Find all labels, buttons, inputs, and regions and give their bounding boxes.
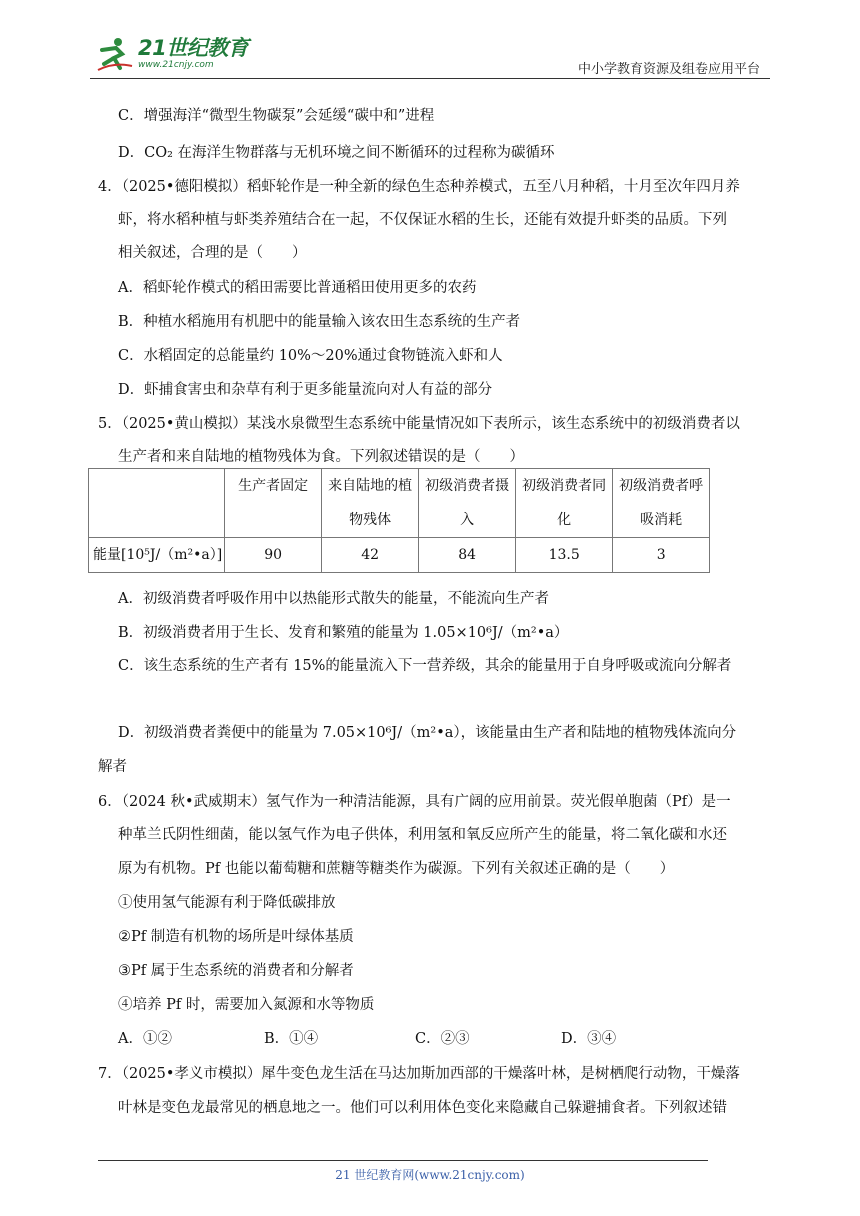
table-corner-cell <box>89 469 225 538</box>
page-footer: 21 世纪教育网(www.21cnjy.com) <box>335 1168 525 1182</box>
logo-url: www.21cnjy.com <box>138 60 214 70</box>
header-tagline: 中小学教育资源及组卷应用平台 <box>577 62 760 77</box>
table-cell: 13.5 <box>516 538 613 573</box>
q5-option-b: B．初级消费者用于生长、发育和繁殖的能量为 1.05×10⁶J/（m²•a） <box>118 625 569 641</box>
logo-title: 21世纪教育 <box>138 36 249 60</box>
q6-option-b: B．①④ <box>264 1031 319 1047</box>
table-row <box>89 538 710 573</box>
header-intake-l2: 入 <box>460 512 475 528</box>
site-logo <box>94 36 248 72</box>
q5-option-a: A．初级消费者呼吸作用中以热能形式散失的能量，不能流向生产者 <box>118 591 549 607</box>
footer-divider <box>98 1160 708 1161</box>
header-land-residue: 来自陆地的植 <box>328 478 413 494</box>
header-respiration: 初级消费者呼 <box>619 478 704 494</box>
q6-statement-4: ④培养 Pf 时，需要加入氮源和水等物质 <box>118 997 375 1013</box>
header-divider <box>90 78 770 79</box>
page-header <box>90 36 770 80</box>
q4-option-a: A．稻虾轮作模式的稻田需要比普通稻田使用更多的农药 <box>118 280 477 296</box>
q3-option-d: D．CO₂ 在海洋生物群落与无机环境之间不断循环的过程称为碳循环 <box>118 145 555 161</box>
header-respiration-l2: 吸消耗 <box>640 512 683 528</box>
q5-option-c: C．该生态系统的生产者有 15%的能量流入下一营养级，其余的能量用于自身呼吸或流向分解者 <box>118 658 732 674</box>
table-cell: 90 <box>225 538 322 573</box>
q4-stem-line2: 虾，将水稻种植与虾类养殖结合在一起，不仅保证水稻的生长，还能有效提升虾类的品质。下列 <box>118 212 727 228</box>
header-producer: 生产者固定 <box>238 478 309 494</box>
q6-statement-2: ②Pf 制造有机物的场所是叶绿体基质 <box>118 929 354 945</box>
table-cell: 42 <box>322 538 419 573</box>
header-intake: 初级消费者摄 <box>425 478 510 494</box>
table-header-row <box>89 469 710 538</box>
table-header-cell <box>419 469 516 538</box>
q6-stem-line2: 种革兰氏阴性细菌，能以氢气作为电子供体，利用氢和氧反应所产生的能量，将二氧化碳和水还 <box>118 827 727 843</box>
q4-stem-line3: 相关叙述，合理的是（ ） <box>118 245 307 261</box>
q5-option-d-line2: 解者 <box>98 759 127 775</box>
q5-stem-line1: 5．（2025•黄山模拟）某浅水泉微型生态系统中能量情况如下表所示，该生态系统中的初级消费者以 <box>98 416 740 432</box>
q5-option-d-line1: D．初级消费者粪便中的能量为 7.05×10⁶J/（m²•a），该能量由生产者和陆地的植物残体流向分 <box>118 725 737 741</box>
q5-stem-line2: 生产者和来自陆地的植物残体为食。下列叙述错误的是（ ） <box>118 449 524 465</box>
energy-table <box>88 468 710 573</box>
q7-stem-line1: 7．（2025•孝义市模拟）犀牛变色龙生活在马达加斯加西部的干燥落叶林，是树栖爬行动物，干燥落 <box>98 1066 740 1082</box>
q4-option-c: C．水稻固定的总能量约 10%～20%通过食物链流入虾和人 <box>118 348 503 364</box>
q4-stem-line1: 4．（2025•德阳模拟）稻虾轮作是一种全新的绿色生态种养模式，五至八月种稻，十月至次年四月养 <box>98 179 740 195</box>
q6-option-c: C．②③ <box>415 1031 470 1047</box>
q6-stem-line3: 原为有机物。Pf 也能以葡萄糖和蔗糖等糖类作为碳源。下列有关叙述正确的是（ ） <box>118 861 675 877</box>
header-assimilation: 初级消费者同 <box>522 478 607 494</box>
table-header-cell <box>516 469 613 538</box>
q3-option-c: C．增强海洋“微型生物碳泵”会延缓“碳中和”进程 <box>118 108 435 124</box>
header-assimilation-l2: 化 <box>557 512 572 528</box>
table-header-cell <box>225 469 322 538</box>
row-label-energy: 能量[10⁵J/（m²•a）] <box>89 538 225 573</box>
q4-option-b: B．种植水稻施用有机肥中的能量输入该农田生态系统的生产者 <box>118 314 521 330</box>
q7-stem-line2: 叶林是变色龙最常见的栖息地之一。他们可以利用体色变化来隐藏自己躲避捕食者。下列叙述错 <box>118 1100 727 1116</box>
table-header-cell <box>613 469 710 538</box>
q6-statement-3: ③Pf 属于生态系统的消费者和分解者 <box>118 963 354 979</box>
table-header-cell <box>322 469 419 538</box>
q6-option-a: A．①② <box>118 1031 172 1047</box>
q6-statement-1: ①使用氢气能源有利于降低碳排放 <box>118 895 336 911</box>
q6-option-d: D．③④ <box>561 1031 617 1047</box>
runner-logo-icon <box>94 36 134 72</box>
q6-stem-line1: 6．（2024 秋•武威期末）氢气作为一种清洁能源，具有广阔的应用前景。荧光假单胞菌（Pf）是一 <box>98 794 731 810</box>
table-cell: 84 <box>419 538 516 573</box>
q4-option-d: D．虾捕食害虫和杂草有利于更多能量流向对人有益的部分 <box>118 382 493 398</box>
table-cell: 3 <box>613 538 710 573</box>
header-land-residue-l2: 物残体 <box>349 512 392 528</box>
